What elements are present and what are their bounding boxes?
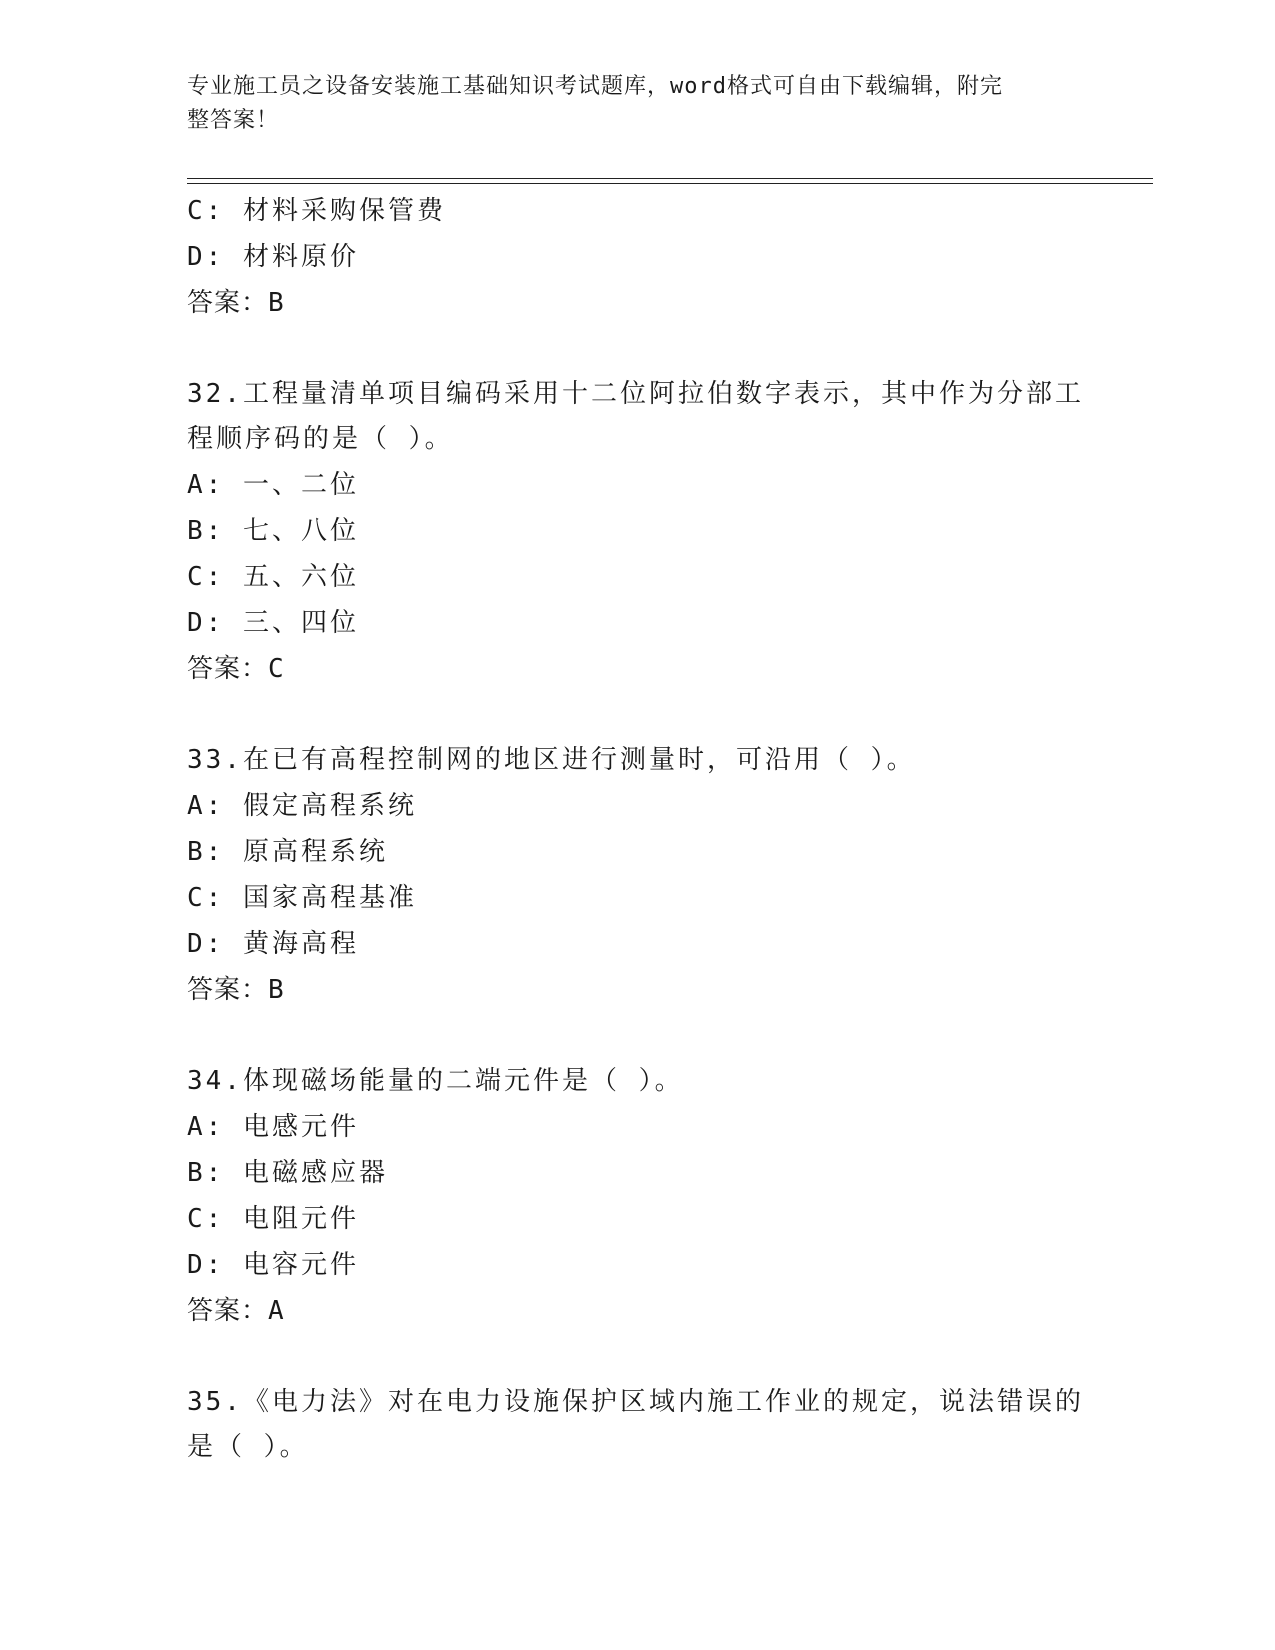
option-c: [187, 1196, 1087, 1242]
option-key: A:: [187, 470, 225, 500]
question-35: [187, 1380, 1087, 1470]
option-key: D:: [187, 242, 225, 272]
option-a: [187, 1104, 1087, 1150]
option-text: 假定高程系统: [242, 791, 417, 821]
option-d: [187, 234, 1087, 280]
header-divider-bottom: [187, 183, 1153, 184]
option-key: C:: [187, 1204, 225, 1234]
option-c: [187, 875, 1087, 921]
option-key: C:: [187, 562, 225, 592]
question-32: [187, 372, 1087, 692]
answer-line: 答案：C: [187, 654, 285, 684]
option-key: A:: [187, 1112, 225, 1142]
question-33: [187, 738, 1087, 1013]
question-stem-line: 35.《电力法》对在电力设施保护区域内施工作业的规定，说法错误的: [187, 1387, 1084, 1417]
option-text: 电感元件: [242, 1112, 359, 1142]
option-text: 材料原价: [242, 242, 359, 272]
answer-line: 答案：B: [187, 975, 285, 1005]
option-b: [187, 829, 1087, 875]
option-a: [187, 462, 1087, 508]
question-stem: [187, 738, 1087, 783]
option-d: [187, 921, 1087, 967]
option-key: A:: [187, 791, 225, 821]
option-key: C:: [187, 883, 225, 913]
option-d: [187, 600, 1087, 646]
option-a: [187, 783, 1087, 829]
option-b: [187, 508, 1087, 554]
question-stem: [187, 1059, 1087, 1104]
option-key: D:: [187, 608, 225, 638]
question-stem: [187, 372, 1087, 462]
option-b: [187, 1150, 1087, 1196]
question-stem-line: 33.在已有高程控制网的地区进行测量时，可沿用（ ）。: [187, 745, 916, 775]
header-line-1: 专业施工员之设备安装施工基础知识考试题库，word格式可自由下载编辑，附完: [187, 74, 1003, 99]
option-text: 电阻元件: [242, 1204, 359, 1234]
document-header: [187, 70, 1067, 138]
continued-question: [187, 188, 1087, 326]
option-key: D:: [187, 1250, 225, 1280]
question-stem: [187, 1380, 1087, 1470]
header-line-2: 整答案！: [187, 108, 280, 133]
option-key: B:: [187, 516, 225, 546]
question-stem-line: 34.体现磁场能量的二端元件是（ ）。: [187, 1066, 684, 1096]
question-stem-line: 是（ ）。: [187, 1432, 309, 1462]
option-key: B:: [187, 837, 225, 867]
question-34: [187, 1059, 1087, 1334]
header-divider-top: [187, 178, 1153, 179]
option-d: [187, 1242, 1087, 1288]
option-text: 原高程系统: [242, 837, 388, 867]
option-text: 七、八位: [242, 516, 359, 546]
question-list: [187, 188, 1087, 1470]
option-key: C:: [187, 196, 225, 226]
option-text: 黄海高程: [242, 929, 359, 959]
option-text: 材料采购保管费: [242, 196, 446, 226]
option-text: 电磁感应器: [242, 1158, 388, 1188]
answer-line: 答案：B: [187, 288, 285, 318]
question-stem-line: 程顺序码的是（ ）。: [187, 424, 454, 454]
option-text: 国家高程基准: [242, 883, 417, 913]
option-key: D:: [187, 929, 225, 959]
option-c: [187, 188, 1087, 234]
option-text: 电容元件: [242, 1250, 359, 1280]
option-c: [187, 554, 1087, 600]
option-text: 五、六位: [242, 562, 359, 592]
answer-line: 答案：A: [187, 1296, 285, 1326]
option-key: B:: [187, 1158, 225, 1188]
option-text: 三、四位: [242, 608, 359, 638]
option-text: 一、二位: [242, 470, 359, 500]
question-stem-line: 32.工程量清单项目编码采用十二位阿拉伯数字表示，其中作为分部工: [187, 379, 1084, 409]
